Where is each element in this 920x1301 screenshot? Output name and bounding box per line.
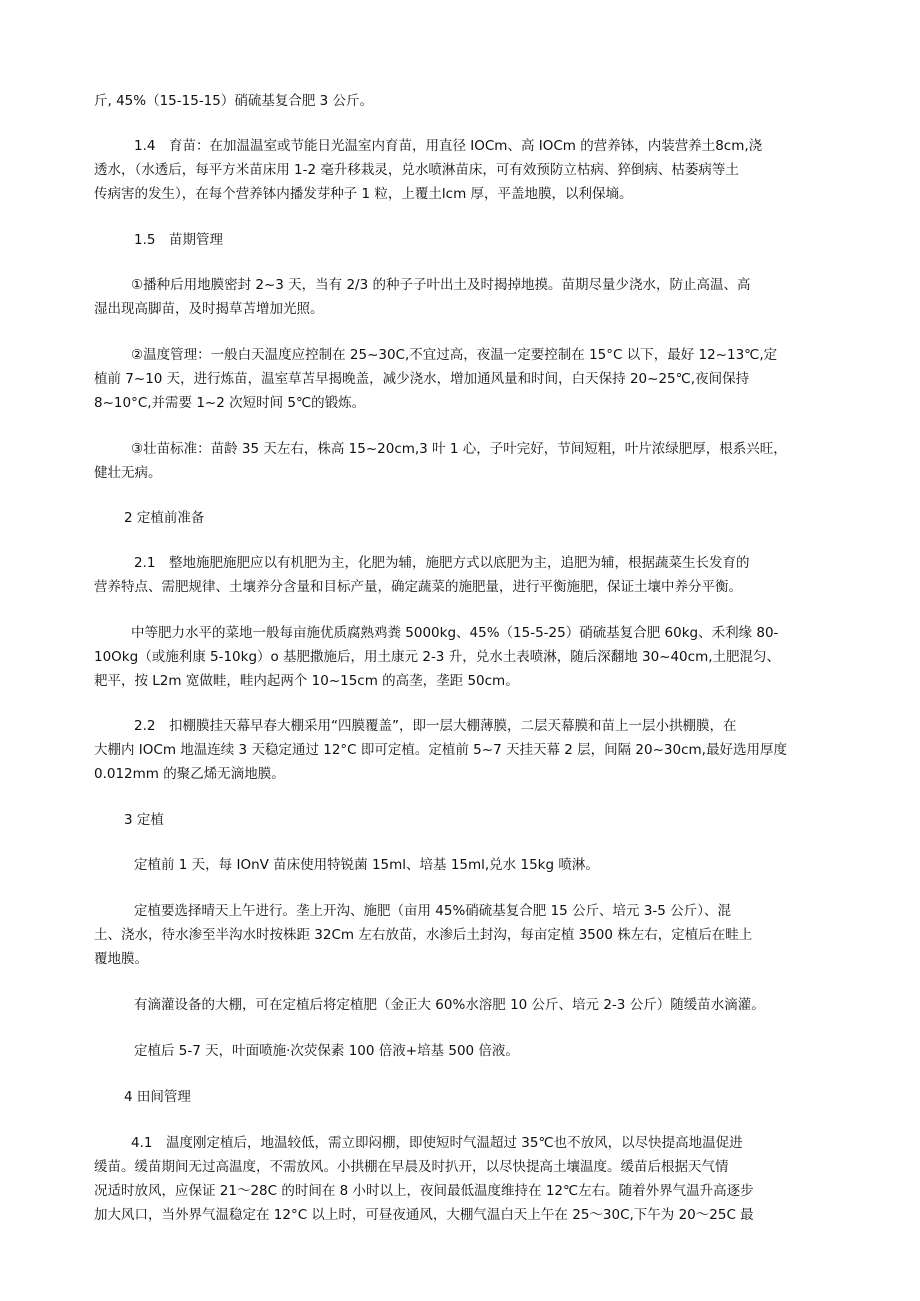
text-line: 湿出现高脚苗，及时揭草苫增加光照。 — [94, 301, 324, 317]
heading-1-5: 1.5 苗期管理 — [134, 232, 223, 248]
section-1-4-line: 1.4 育苗：在加温温室或节能日光温室内育苗，用直径 IOCm、高 IOCm 的营养钵，内装营养土8cm,浇 — [134, 138, 763, 154]
text-line: 健壮无病。 — [94, 465, 162, 481]
heading-2: 2 定植前准备 — [124, 510, 205, 526]
text-line: 耙平，按 L2m 宽做畦，畦内起两个 10~15cm 的高垄，垄距 50cm。 — [94, 673, 519, 689]
heading-3: 3 定植 — [124, 812, 164, 828]
text-line: ②温度管理：一般白天温度应控制在 25~30C,不宜过高，夜温一定要控制在 15°C 以下，最好 12~13℃,定 — [131, 347, 778, 363]
section-4-1-line: 4.1 温度刚定植后，地温较低，需立即闷棚，即使短时气温超过 35℃也不放风，以尽快提高地温促进 — [131, 1135, 743, 1151]
text-line: 0.012mm 的聚乙烯无滴地膜。 — [94, 766, 285, 782]
text-line: 土、浇水，待水渗至半沟水时按株距 32Cm 左右放苗，水渗后土封沟，每亩定植 3500 株左右，定植后在畦上 — [94, 927, 753, 943]
text-line: ③壮苗标准：苗龄 35 天左右，株高 15~20cm,3 叶 1 心，子叶完好，节间短粗，叶片浓绿肥厚，根系兴旺， — [131, 441, 787, 457]
section-2-2-line: 2.2 扣棚膜挂天幕早春大棚采用“四膜覆盖”，即一层大棚薄膜，二层天幕膜和苗上一层小拱棚膜，在 — [134, 718, 737, 734]
text-line: 斤, 45%（15-15-15）硝硫基复合肥 3 公斤。 — [94, 93, 374, 109]
text-line: 覆地膜。 — [94, 951, 148, 967]
text-line: 透水，（水透后，每平方米苗床用 1-2 毫升移栽灵，兑水喷淋苗床，可有效预防立枯病、猝倒病、枯萎病等土 — [94, 162, 739, 178]
text-line: 有滴灌设备的大棚，可在定植后将定植肥（金正大 60%水溶肥 10 公斤、培元 2-3 公斤）随缓苗水滴灌。 — [134, 997, 765, 1013]
text-line: 传病害的发生），在每个营养钵内播发芽种子 1 粒，上覆土lcm 厚，平盖地膜，以利保墒。 — [94, 186, 633, 202]
text-line: 营养特点、需肥规律、土壤养分含量和目标产量，确定蔬菜的施肥量，进行平衡施肥，保证土壤中养分平衡。 — [94, 579, 742, 595]
text-line: 定植前 1 天，每 IOnV 苗床使用特锐菌 15ml、培基 15ml,兑水 15kg 喷淋。 — [134, 857, 599, 873]
section-2-1-line: 2.1 整地施肥施肥应以有机肥为主，化肥为辅，施肥方式以底肥为主，追肥为辅，根据蔬菜生长发育的 — [134, 555, 750, 571]
heading-4: 4 田间管理 — [124, 1089, 191, 1105]
text-line: 加大风口，当外界气温稳定在 12°C 以上时，可昼夜通风，大棚气温白天上午在 25～30C,下午为 20～25C 最 — [94, 1207, 754, 1223]
text-line: ①播种后用地膜密封 2~3 天，当有 2/3 的种子子叶出土及时揭掉地摸。苗期尽量少浇水，防止高温、高 — [131, 277, 751, 293]
text-line: 定植要选择晴天上午进行。垄上开沟、施肥（亩用 45%硝硫基复合肥 15 公斤、培元 3-5 公斤）、混 — [134, 903, 731, 919]
text-line: 况适时放风，应保证 21～28C 的时间在 8 小时以上，夜间最低温度维持在 12℃左右。随着外界气温升高逐步 — [94, 1183, 754, 1199]
text-line: 10Okg（或施利康 5-10kg）o 基肥撒施后，用土康元 2-3 升，兑水土表喷淋，随后深翻地 30~40cm,土肥混匀、 — [94, 649, 781, 665]
text-line: 定植后 5-7 天，叶面喷施·次荧保素 100 倍液+培基 500 倍液。 — [134, 1043, 519, 1059]
text-line: 中等肥力水平的菜地一般每亩施优质腐熟鸡粪 5000kg、45%（15-5-25）硝硫基复合肥 60kg、禾利缘 80- — [131, 625, 779, 641]
text-line: 植前 7~10 天，进行炼苗，温室草苫早揭晚盖，减少浇水，增加通风量和时间，白天保持 20~25℃,夜间保持 — [94, 371, 750, 387]
text-line: 8~10°C,并需要 1~2 次短时间 5℃的锻炼。 — [94, 395, 366, 411]
text-line: 大棚内 IOCm 地温连续 3 天稳定通过 12°C 即可定植。定植前 5~7 天挂天幕 2 层，间隔 20~30cm,最好选用厚度 — [94, 742, 787, 758]
text-line: 缓苗。缓苗期间无过高温度，不需放风。小拱棚在早晨及时扒开，以尽快提高土壤温度。缓苗后根据天气情 — [94, 1159, 729, 1175]
